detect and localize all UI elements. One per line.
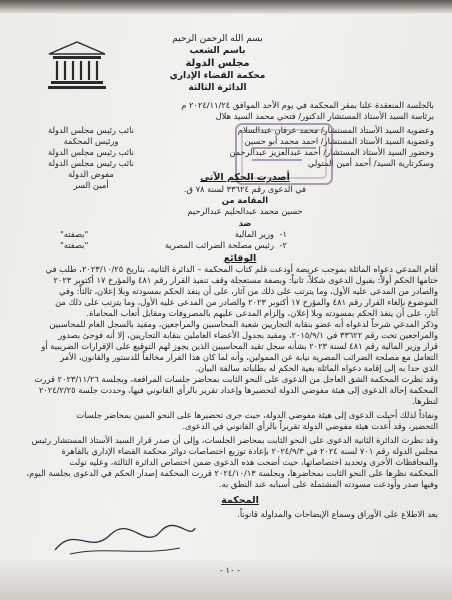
- body-line: آثار، على أن ينفذ الحكم بمسودته وبلا إعلان، وإلزام المدعى عليهم بالمصروفات ومقابل أتعاب المحاماة.: [86, 308, 438, 318]
- court-name: محكمة القضاء الإداري: [169, 71, 266, 81]
- title-line: مفوض الدولة: [68, 169, 114, 179]
- body-line: الموضوع بإلغاء القرار رقم ٤٨١ والمؤرخ ١٧ أكتوبر ٢٠٢٣ والصادر من المدعى عليه الأول، وما يترتب على ذلك من: [55, 297, 438, 307]
- body-line: ختامها الحكم أولاً: بقبول الدعوى شكلاً، ثانياً: وبصفة مستعجلة وقف تنفيذ القرار رقم ٤٨١ والمؤرخ ١٧ أكتوبر ٢٠٢٣: [53, 275, 438, 285]
- title-line: نائب رئيس مجلس الدولة: [48, 125, 134, 135]
- facts-title: الوقائع: [223, 253, 257, 264]
- court-heading: المحكمة: [221, 495, 259, 506]
- scan-shadow: [0, 0, 452, 14]
- body-line: أقام المدعي دعواه الماثلة بموجب عريضة أودعت قلم كتاب المحكمة – الدائرة الثانية، بتاريخ ٢٠٢٣/١٠/٢٥، طلب في: [45, 264, 438, 274]
- basmala: بسم الله الرحمن الرحيم: [172, 34, 263, 44]
- closing-line: بعد الاطلاع على الأوراق وسماع الإيضاحات والمداولة قانوناً.: [237, 509, 438, 519]
- title-line: أمين السر: [73, 180, 109, 190]
- title-line: نائب رئيس مجلس الدولة: [48, 147, 134, 157]
- body-line: المحكمة نظرها على النحو الثابت بمحاضرها، وبجلسة ٢٠٢٤/١٠/١٣ قررت المحكمة إصدار الحكم في الدعوى بجلسة اليوم،: [26, 468, 438, 478]
- body-line: والمحافظات الأخرى وتحديد اختصاصاتها، حيث أضحت هذه الدعوى ضمن اختصاص الدائرة الثالثة، وعليه تولت: [69, 457, 438, 467]
- filed-by: المقامة من: [221, 195, 269, 205]
- plaintiff-name: حسين محمد عبدالحليم عبدالرحيم: [187, 206, 303, 216]
- body-line: التحضير، وقد أعدت هيئة مفوضي الدولة تقريراً بالرأي القانوني في الدعوى.: [182, 421, 438, 431]
- session-line: بالجلسة المنعقدة علنا بمقر المحكمة في يوم الأحد الموافق ٢٠٢٤/١١/٢٤ م: [181, 100, 434, 110]
- people-line: باسم الشعب: [189, 46, 246, 56]
- state-council-emblem-icon: [45, 40, 109, 92]
- defendant-name: وزير المالية: [234, 229, 274, 239]
- against-label: ضد: [238, 218, 252, 228]
- circuit-name: الدائرة الثالثة: [188, 83, 247, 93]
- body-line: ونفاذاً لذلك أحيلت الدعوى إلى هيئة مفوضي الدولة، حيث جرى تحضيرها على النحو المبين بمحاضر جلسات: [76, 410, 438, 420]
- page-number: - ١٠ -: [219, 565, 241, 575]
- body-line: مجلس الدولة رقم ٧٠١ لسنة ٢٠٢٤ في ٢٠٢٤/٩/٣ بإعادة توزيع اختصاصات دوائر محكمة القضاء الإداري بالقاهرة: [61, 446, 438, 456]
- session-line: برئاسة السيد الأستاذ المستشار الدكتور/ فتحي محمد السيد هلال: [215, 111, 434, 121]
- defendant-role: "بصفته": [60, 229, 89, 239]
- body-line: المحكمة إحالة الدعوى إلى هيئة مفوضي الدولة لتحضيرها وإعداد تقرير بالرأي القانوني فيها، وحددت جلسة ٢٠٢٤/٢/٢٥: [38, 385, 438, 395]
- verdict-title: أصدرت الحكم الآتي: [200, 172, 290, 183]
- body-line: لنظرها.: [412, 396, 438, 406]
- body-line: التعامل مع مصلحة الضرائب المصرية نيابة عن الممولين، وأنه لما كان هذا القرار مخالفاً للدستور والقانون، الأمر: [60, 352, 438, 362]
- body-line: قرار وزير المالية رقم ٤٨١ لسنة ٢٠٢٣ بشأنه سجل تقيد المحاسبين الذين يجوز لهم التوقيع على الإقرارات الضريبية أو: [41, 341, 438, 351]
- body-line: وذكر المدعي شرحاً لدعواه أنه عضو بنقابة التجاريين شعبة المحاسبين والمراجعين، ومقيد بالسجل العام للمحاسبين: [49, 319, 438, 329]
- signature-icon: [50, 520, 200, 560]
- session-line: وعضوية السيد الأستاذ المستشار/ احمد محمد أبو حسين: [244, 136, 434, 146]
- defendant-role: "بصفته": [60, 240, 89, 250]
- defendant-number: ١-: [279, 229, 287, 239]
- session-line: وعضوية السيد الأستاذ المستشار/ محمد عرفان عبدالسلام: [237, 125, 434, 135]
- title-line: ورئيس المحكمة: [63, 136, 119, 146]
- council-name: مجلس الدولة: [185, 58, 250, 69]
- case-number: في الدعوى رقم ٣٣٦٢٤ لسنة ٧٨ ق.: [183, 184, 307, 194]
- title-line: نائب رئيس مجلس الدولة: [48, 158, 134, 168]
- session-line: وسكرتارية السيد/ أحمد أمين المتولي: [307, 158, 434, 168]
- body-line: وقد نظرت الدائرة الثانية الدعوى على النحو الثابت بمحاضر الجلسات، وإلى أن صدر قرار السيد الأستاذ المستشار رئيس: [31, 435, 438, 445]
- body-line: والصادر من المدعى عليه الأول، وما يترتب على ذلك من آثار، على أن ينفذ الحكم بمسودته وبلا إعلان، ثالثاً: وفي: [59, 286, 438, 296]
- body-line: وفيها صدر وأودعت مسودته المشتملة على أسبابه عند النطق به.: [218, 479, 438, 489]
- body-line: الذي حدا به إلى إقامة دعواه الماثلة بغية الحكم له بطلباته سالفة البيان.: [195, 363, 438, 373]
- defendant-number: ٢-: [279, 240, 287, 250]
- body-line: وقد نظرت المحكمة الشق العاجل من الدعوى على النحو الثابت بمحاضر جلسات المرافعة، وبجلسة ٢٠٢٣/١١/٢٦ قررت: [34, 374, 438, 384]
- session-line: وحضور السيد الأستاذ المستشار/ أحمد عبدالعزيز عبدالرحمن: [229, 147, 434, 157]
- body-line: والمراجعين تحت رقم ٣٣٦٢٢ في ٢٠١٥/٩/١، ومقيد بجدول الأعضاء العاملين بنقابة التجاريين، إلا أنه فوجئ بصدور: [58, 330, 438, 340]
- defendant-name: رئيس مصلحة الضرائب المصرية: [164, 240, 274, 250]
